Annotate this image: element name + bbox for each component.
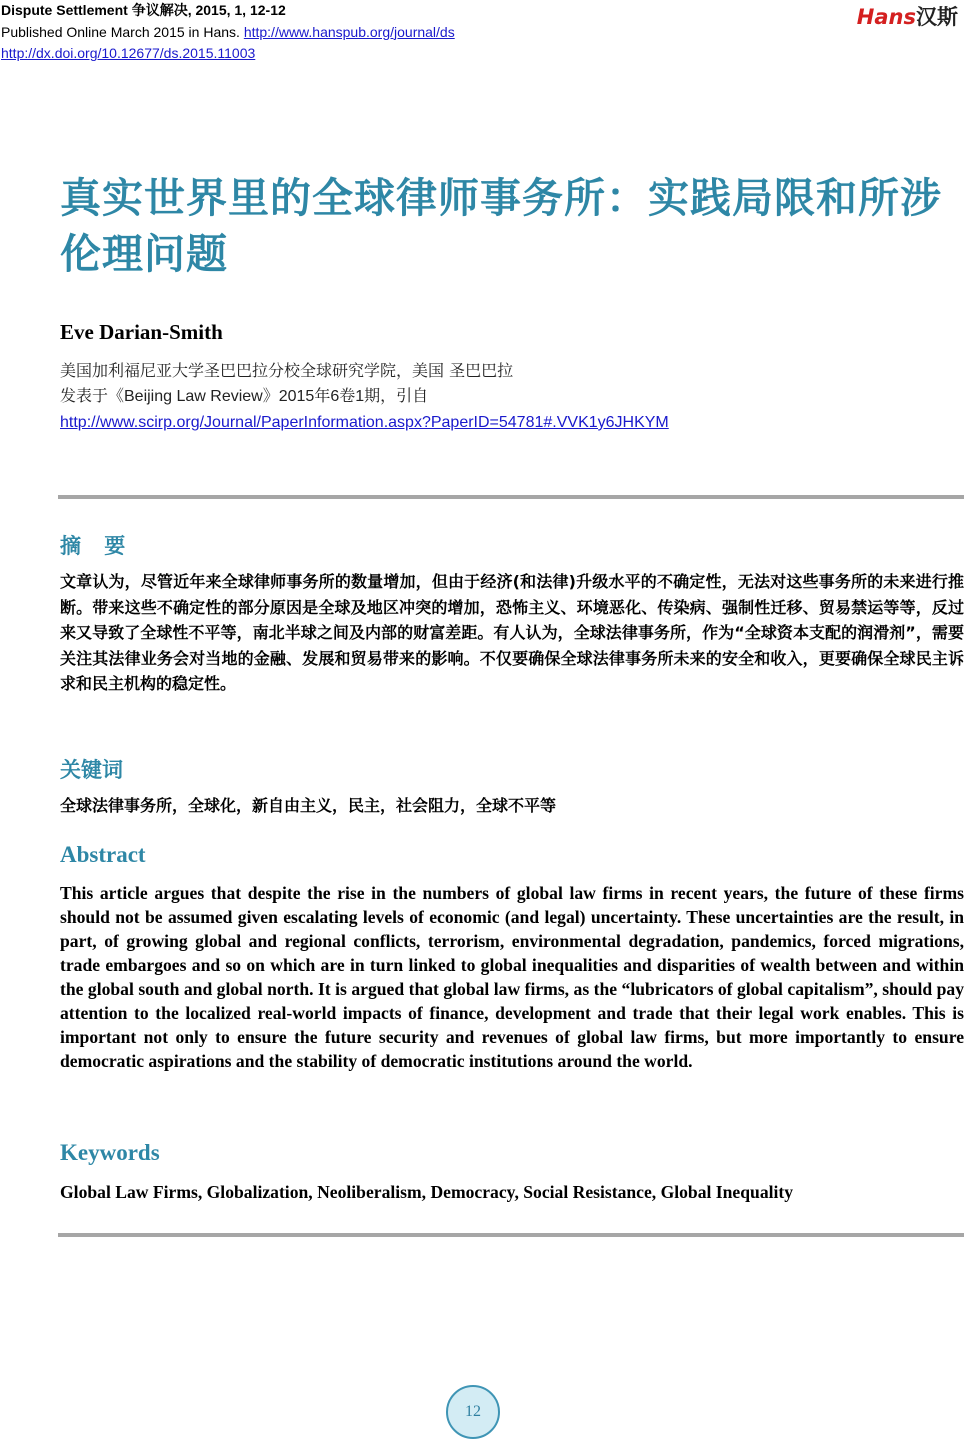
bottom-divider [58,1233,964,1237]
keywords-en-text: Global Law Firms, Globalization, Neoliberalism, Democracy, Social Resistance, Global Inequality [60,1182,794,1202]
abstract-cn-text: 文章认为，尽管近年来全球律师事务所的数量增加，但由于经济(和法律)升级水平的不确定性，无法对这些事务所的未来进行推断。带来这些不确定性的部分原因是全球及地区冲突的增加，恐怖主义、环境恶化、传染病、强制性迁移、贸易禁运等等，反过来又导致了全球性不平等，南北半球之间及内部的财富差距。有人认为，全球法律事务所，作为“全球资本支配的润滑剂”，需要关注其法律业务会对当地的金融、发展和贸易带来的影响。不仅要确保全球法律事务所未来的安全和收入，更要确保全球民主诉求和民主机构的稳定性。 [60,572,964,693]
paper-title: 真实世界里的全球律师事务所：实践局限和所涉伦理问题 [60,174,942,278]
affiliation: 美国加利福尼亚大学圣巴巴拉分校全球研究学院，美国 圣巴巴拉 [60,361,514,380]
journal-citation: Dispute Settlement 争议解决, 2015, 1, 12-12 [1,2,286,18]
publisher-logo: Hans汉斯 [856,5,958,29]
affiliation-block [60,358,669,436]
keywords-cn-text: 全球法律事务所，全球化，新自由主义，民主，社会阻力，全球不平等 [60,796,557,815]
publication-line: Published Online March 2015 in Hans. http://www.hanspub.org/journal/ds [1,23,455,40]
author-name: Eve Darian-Smith [60,320,223,344]
running-header [1,0,455,65]
page-number: 12 [446,1385,500,1439]
abstract-en-heading: Abstract [60,842,146,867]
top-divider [58,495,964,499]
doi-link[interactable]: http://dx.doi.org/10.12677/ds.2015.11003 [1,45,256,61]
journal-link[interactable]: http://www.hanspub.org/journal/ds [243,23,455,40]
keywords-en-heading: Keywords [60,1140,160,1165]
abstract-en-text: This article argues that despite the rise in the numbers of global law firms in recent years, the future of these firms should not be assumed given escalating levels of economic (and legal) uncertainty. These uncertainties are the result, in part, of growing global and regional conflicts, terrorism, environmental degradation, pandemics, forced migrations, trade embargoes and so on which are in turn linked to global inequalities and disparities of wealth between and within the global south and global north. It is argued that global law firms, as the “lubricators of global capitalism”, should pay attention to the localized real-world impacts of finance, development and trade that their legal work enables. This is important not only to ensure the future security and revenues of global law firms, but more importantly to ensure democratic aspirations and the stability of democratic institutions around the world. [60,883,964,1071]
keywords-cn-heading: 关键词 [60,758,123,782]
source-note: 发表于《Beijing Law Review》2015年6卷1期，引自 [60,388,429,405]
source-link[interactable]: http://www.scirp.org/Journal/PaperInformation.aspx?PaperID=54781#.VVK1y6JHKYM [60,414,669,431]
abstract-cn-heading: 摘 要 [60,534,134,558]
